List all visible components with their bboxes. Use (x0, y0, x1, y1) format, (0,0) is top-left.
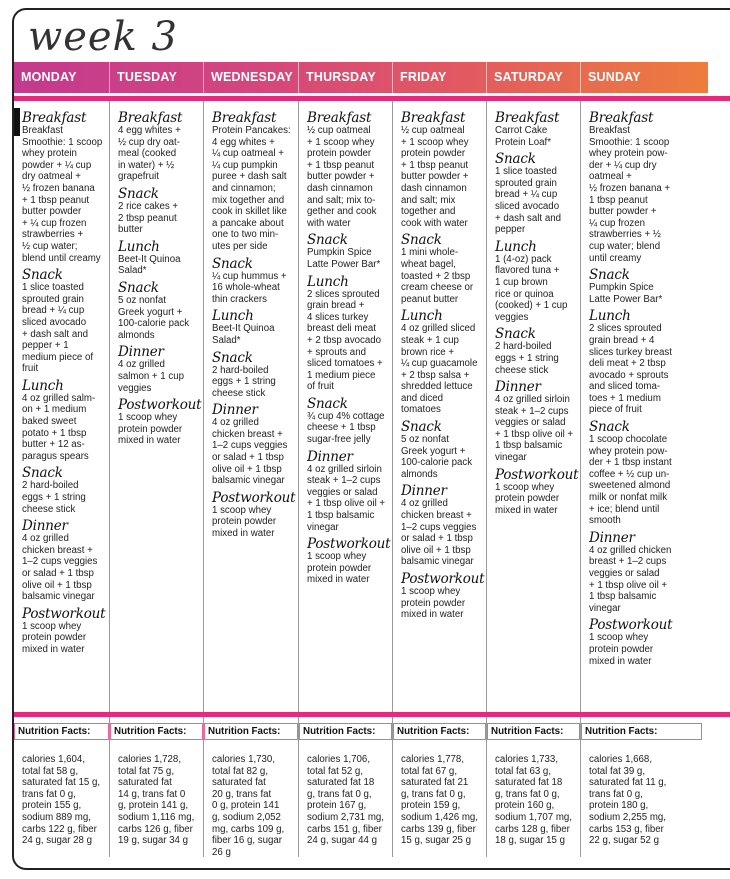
day-column-sunday (581, 101, 706, 712)
meal-title: Breakfast (22, 110, 87, 126)
day-column-tuesday (110, 101, 204, 712)
meal-block (589, 309, 702, 416)
meal-title: Snack (495, 326, 536, 343)
meal-text: 1 scoop chocolate whey protein pow- der + 1 tbsp instant coffee + ½ cup un- sweetened almond milk or nonfat milk + ice; blend until smooth (589, 434, 672, 527)
meal-title: Dinner (401, 483, 447, 500)
meal-text: Breakfast Smoothie: 1 scoop whey protein powder + ¼ cup dry oatmeal + ½ frozen banana + 1 tbsp peanut butter powder + ¼ cup frozen strawberries + ½ cup water; blend until creamy (22, 125, 103, 264)
meal-title: Dinner (118, 344, 164, 361)
meal-title: Lunch (495, 238, 537, 255)
nutrition-saturday (487, 717, 581, 857)
meal-text: 2 hard-boiled eggs + 1 string cheese stick (495, 341, 559, 376)
meal-block (307, 536, 391, 586)
day-header-wednesday: WEDNESDAY (204, 62, 299, 93)
meal-text: Carrot Cake Protein Loaf* (495, 125, 552, 148)
meal-block (118, 345, 199, 394)
meal-block (118, 111, 199, 183)
nutrition-facts-row (14, 717, 706, 857)
meal-title: Snack (401, 232, 442, 249)
day-column-thursday (299, 101, 393, 712)
meal-text: 1 scoop whey protein powder mixed in water (495, 481, 560, 516)
meal-block (22, 268, 105, 375)
day-header-monday: MONDAY (14, 62, 110, 93)
meal-title: Postworkout (589, 617, 673, 634)
meal-title: Dinner (589, 529, 635, 546)
meal-text: 1 (4-oz) pack flavored tuna + 1 cup brown rice or quinoa (cooked) + 1 cup veggies (495, 253, 568, 323)
meal-text: 1 scoop whey protein powder mixed in water (118, 412, 183, 447)
day-header-sunday: SUNDAY (588, 70, 641, 84)
meal-block (118, 397, 202, 447)
meal-title: Lunch (212, 308, 254, 325)
meal-text: 1 scoop whey protein powder mixed in water (307, 551, 372, 586)
meal-text: 1 scoop whey protein powder mixed in water (401, 586, 466, 621)
meal-block (307, 450, 388, 534)
meal-title: Lunch (307, 273, 349, 290)
meal-text: 4 oz grilled sirloin steak + 1–2 cups veggies or salad + 1 tbsp olive oil + 1 tbsp balsamic vinegar (307, 463, 386, 533)
meal-title: Lunch (118, 238, 160, 255)
meal-text: Protein Pancakes: 4 egg whites + ¼ cup oatmeal + ¼ cup pumpkin puree + dash salt and cinnamon; mix together and cook in skillet like a pancake about one to two min- utes per side (212, 125, 291, 252)
meal-text: 5 oz nonfat Greek yogurt + 100-calorie pack almonds (118, 294, 190, 341)
meal-block (495, 466, 579, 517)
nutrition-label: Nutrition Facts: (299, 723, 392, 740)
meal-text: 4 egg whites + ½ cup dry oat- meal (cooked in water) + ½ grapefruit (118, 125, 181, 183)
meal-block (212, 351, 294, 400)
meal-text: 4 oz grilled chicken breast + 1–2 cups veggies or salad + 1 tbsp olive oil + 1 tbsp balsamic vinegar (589, 544, 672, 614)
meal-block (22, 466, 105, 515)
meal-block (495, 152, 576, 236)
meal-block (22, 111, 105, 264)
meal-block (307, 233, 388, 270)
meal-block (401, 571, 485, 621)
meal-block (22, 607, 105, 656)
meal-text: 2 slices sprouted grain bread + 4 slices turkey breast deli meat + 2 tbsp avocado + sprouts and sliced tomatoes + 1 medium piece of fruit (307, 288, 383, 393)
meal-text: ½ cup oatmeal + 1 scoop whey protein powder + 1 tbsp peanut butter powder + dash cinnamon and salt; mix to- gether and cook with water (307, 125, 377, 229)
meal-text: 2 hard-boiled eggs + 1 string cheese stick (22, 480, 86, 515)
meal-title: Dinner (212, 402, 258, 419)
meal-title: Snack (495, 151, 536, 168)
nutrition-monday (14, 717, 110, 857)
meal-text: Pumpkin Spice Latte Power Bar* (589, 282, 663, 305)
meal-block (401, 309, 482, 416)
meal-title: Postworkout (495, 466, 579, 483)
meal-title: Postworkout (401, 571, 485, 587)
nutrition-label: Nutrition Facts: (393, 723, 486, 740)
meal-block (118, 281, 199, 341)
meal-block (22, 379, 105, 463)
nutrition-wednesday (204, 717, 299, 857)
meal-text: 4 oz grilled sirloin steak + 1–2 cups veggies or salad + 1 tbsp olive oil + 1 tbsp balsamic vinegar (495, 394, 574, 464)
meal-title: Breakfast (118, 110, 183, 126)
day-column-saturday (487, 101, 581, 712)
meal-title: Snack (212, 255, 253, 272)
meal-title: Snack (589, 419, 630, 436)
meal-text: 1 slice toasted sprouted grain bread + ¼ cup sliced avocado + dash salt and pepper + 1 medium piece of fruit (22, 282, 94, 375)
meal-text: 4 oz grilled salmon + 1 cup veggies (118, 359, 184, 394)
nutrition-label: Nutrition Facts: (487, 723, 580, 740)
meal-block (589, 618, 702, 667)
meal-title: Snack (589, 267, 630, 284)
meal-text: 4 oz grilled chicken breast + 1–2 cups veggies or salad + 1 tbsp olive oil + 1 tbsp balsamic vinegar (401, 498, 477, 568)
meal-block (212, 403, 294, 487)
meal-title: Lunch (589, 308, 631, 325)
meal-block (212, 491, 294, 540)
meal-block (401, 484, 482, 568)
meal-title: Lunch (22, 377, 64, 394)
nutrition-label: Nutrition Facts: (110, 723, 203, 740)
meal-title: Snack (118, 279, 159, 296)
day-column-wednesday (204, 101, 299, 712)
meal-block (118, 240, 199, 277)
meal-title: Lunch (401, 308, 443, 325)
meal-title: Snack (307, 232, 348, 249)
meal-text: 2 hard-boiled eggs + 1 string cheese stick (212, 364, 276, 399)
nutrition-values: calories 1,604, total fat 58 g, saturated fat 15 g, trans fat 0 g, protein 155 g, sodium 889 mg, carbs 122 g, fiber 24 g, sugar 28 g (22, 754, 101, 847)
meal-block (401, 111, 482, 229)
nutrition-label: Nutrition Facts: (14, 723, 109, 740)
meal-block (495, 380, 576, 464)
meal-text: 1 scoop whey protein powder mixed in water (22, 620, 87, 655)
meal-text: ¾ cup 4% cottage cheese + 1 tbsp sugar-free jelly (307, 410, 385, 446)
nutrition-values: calories 1,728, total fat 75 g, saturated fat 14 g, trans fat 0 g, protein 141 g, sodium 1,116 mg, carbs 126 g, fiber 19 g, sugar 34 g (118, 754, 195, 847)
nutrition-values: calories 1,778, total fat 67 g, saturated fat 21 g, trans fat 0 g, protein 159 g, sodium 1,426 mg, carbs 139 g, fiber 15 g, sugar 25 g (401, 754, 479, 847)
meal-block (307, 275, 388, 393)
nutrition-values: calories 1,730, total fat 82 g, saturated fat 20 g, trans fat 0 g, protein 141 g, sodium 2,052 mg, carbs 109 g, fiber 16 g, sugar 26 g (212, 754, 285, 858)
meal-title: Dinner (307, 448, 353, 465)
day-header-tuesday: TUESDAY (110, 62, 204, 93)
meal-block (495, 327, 576, 376)
meal-text: Beet-It Quinoa Salad* (212, 323, 275, 346)
meal-block (589, 268, 702, 305)
meal-text: 1 slice toasted sprouted grain bread + ¼ cup sliced avocado + dash salt and pepper (495, 166, 561, 236)
meal-title: Postworkout (212, 489, 296, 506)
meal-text: Beet-It Quinoa Salad* (118, 253, 181, 277)
meal-title: Snack (401, 419, 442, 436)
meal-block (401, 233, 482, 305)
day-header-saturday: SATURDAY (487, 62, 581, 93)
meal-block (495, 111, 576, 148)
meal-block (307, 397, 388, 446)
day-header-friday: FRIDAY (393, 62, 487, 93)
meal-block (589, 111, 702, 264)
meal-block (212, 257, 294, 306)
meal-text: 2 slices sprouted grain bread + 4 slices turkey breast deli meat + 2 tbsp avocado + sprouts and sliced toma- toes + 1 medium piece of fruit (589, 323, 672, 416)
meal-block (589, 420, 702, 527)
nutrition-label: Nutrition Facts: (581, 723, 702, 740)
meal-title: Breakfast (401, 110, 466, 126)
meal-block (212, 309, 294, 346)
nutrition-values: calories 1,706, total fat 52 g, saturated fat 18 g, trans fat 0 g, protein 167 g, sodium 2,731 mg, carbs 151 g, fiber 24 g, sugar 44 g (307, 754, 385, 847)
meal-title: Breakfast (495, 110, 560, 126)
nutrition-tuesday (110, 717, 204, 857)
nutrition-sunday (581, 717, 706, 857)
page-title: week 3 (28, 14, 178, 60)
meal-text: 4 oz grilled chicken breast + 1–2 cups veggies or salad + 1 tbsp olive oil + 1 tbsp balsamic vinegar (22, 533, 98, 603)
meal-block (307, 111, 388, 229)
meal-plan-grid (14, 101, 706, 712)
meal-text: 1 scoop whey protein powder mixed in water (212, 504, 277, 540)
meal-block (212, 111, 294, 253)
meal-text: 5 oz nonfat Greek yogurt + 100-calorie pack almonds (401, 434, 473, 480)
meal-title: Snack (212, 349, 253, 366)
meal-title: Snack (22, 267, 63, 284)
meal-title: Postworkout (22, 605, 106, 622)
day-column-friday (393, 101, 487, 712)
meal-title: Dinner (495, 379, 541, 396)
day-column-monday (14, 101, 110, 712)
meal-title: Dinner (22, 518, 68, 535)
meal-block (589, 531, 702, 615)
meal-text: 1 mini whole- wheat bagel, toasted + 2 tbsp cream cheese or peanut butter (401, 247, 474, 305)
meal-block (118, 187, 199, 236)
nutrition-thursday (299, 717, 393, 857)
nutrition-values: calories 1,733, total fat 63 g, saturated fat 18 g, trans fat 0 g, protein 160 g, sodium 1,707 mg, carbs 128 g, fiber 18 g, sugar 15 g (495, 754, 573, 847)
nutrition-label: Nutrition Facts: (204, 723, 298, 740)
meal-block (495, 240, 576, 324)
meal-block (401, 420, 482, 480)
meal-title: Postworkout (118, 397, 202, 414)
meal-title: Breakfast (307, 110, 372, 126)
meal-text: 4 oz grilled salm- on + 1 medium baked sweet potato + 1 tbsp butter + 12 as- paragus spears (22, 392, 96, 462)
meal-text: ½ cup oatmeal + 1 scoop whey protein powder + 1 tbsp peanut butter powder + dash cinnamon and salt; mix together and cook with water (401, 125, 469, 229)
meal-title: Postworkout (307, 536, 391, 553)
meal-text: 2 rice cakes + 2 tbsp peanut butter (118, 200, 179, 236)
meal-text: Breakfast Smoothie: 1 scoop whey protein pow- der + ¼ cup dry oatmeal + ½ frozen banana + 1 tbsp peanut butter powder + ¼ cup frozen strawberries + ½ cup water; blend until creamy (589, 125, 671, 264)
meal-title: Breakfast (212, 110, 277, 126)
meal-text: 4 oz grilled chicken breast + 1–2 cups veggies or salad + 1 tbsp olive oil + 1 tbsp balsamic vinegar (212, 417, 288, 487)
nutrition-friday (393, 717, 487, 857)
meal-text: 4 oz grilled sliced steak + 1 cup brown rice + ¼ cup guacamole + 2 tbsp salsa + shredded lettuce and diced tomatoes (401, 323, 478, 416)
day-header-thursday: THURSDAY (299, 62, 393, 93)
meal-title: Snack (307, 395, 348, 412)
meal-title: Breakfast (589, 110, 654, 126)
meal-block (22, 519, 105, 603)
meal-text: 1 scoop whey protein powder mixed in water (589, 632, 654, 667)
day-header-bar (14, 62, 708, 93)
meal-text: Pumpkin Spice Latte Power Bar* (307, 247, 381, 270)
meal-text: ¼ cup hummus + 16 whole-wheat thin crackers (212, 270, 287, 305)
meal-title: Snack (22, 465, 63, 482)
meal-title: Snack (118, 185, 159, 202)
nutrition-values: calories 1,668, total fat 39 g, saturated fat 11 g, trans fat 0 g, protein 180 g, sodium 2,255 mg, carbs 153 g, fiber 22 g, sugar 52 g (589, 754, 667, 847)
